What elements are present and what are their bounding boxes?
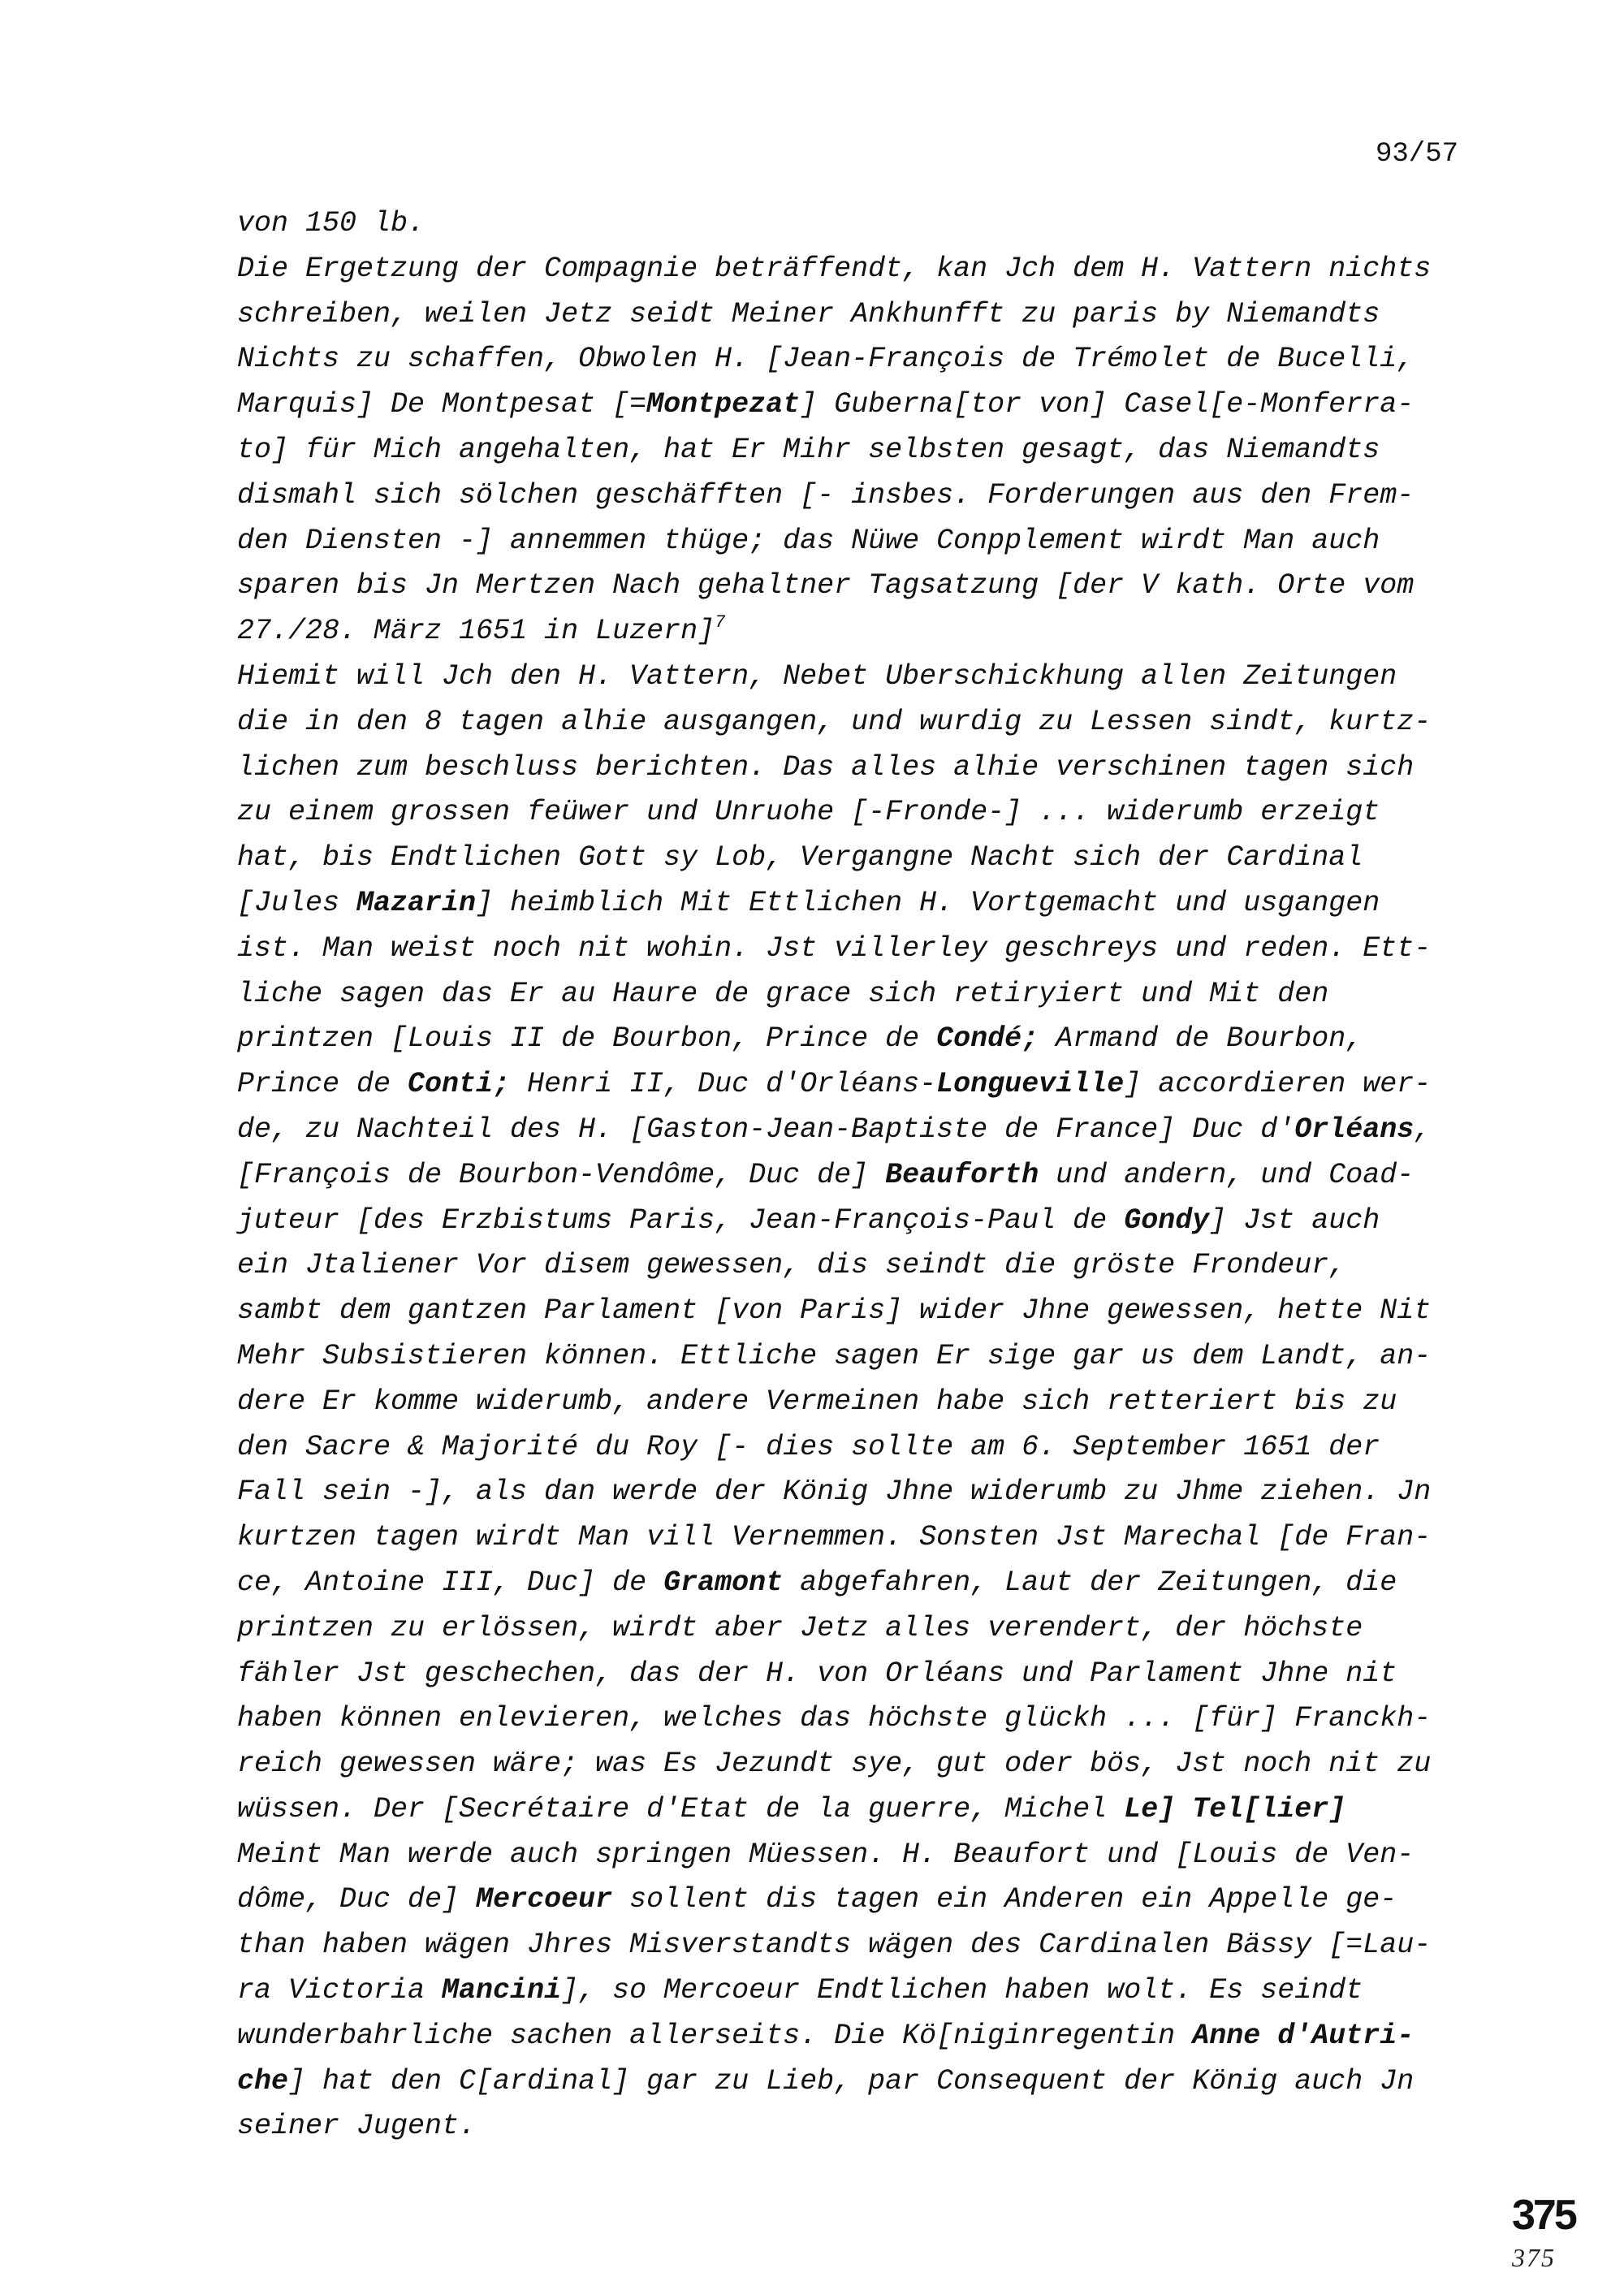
folio-stamp: 375	[1512, 2192, 1575, 2239]
text-line: Die Ergetzung der Compagnie beträffendt, kan Jch dem H. Vattern nichts	[237, 252, 1432, 285]
text-line: Fall sein -], als dan werde der König Jhne widerumb zu Jhme ziehen. Jn	[237, 1476, 1432, 1509]
text-line: sparen bis Jn Mertzen Nach gehaltner Tagsatzung [der V kath. Orte vom	[237, 569, 1415, 603]
text-line: schreiben, weilen Jetz seidt Meiner Ankhunfft zu paris by Niemandts	[237, 297, 1380, 331]
footnote-mark: 7	[715, 612, 726, 633]
text-line: den Sacre & Majorité du Roy [- dies sollte am 6. September 1651 der	[237, 1430, 1380, 1463]
text-line: liche sagen das Er au Haure de grace sich retiryiert und Mit den	[237, 977, 1329, 1010]
text-line: zu einem grossen feüwer und Unruohe [-Fronde-] ... widerumb erzeigt	[237, 796, 1380, 829]
text-line: dismahl sich sölchen geschäfften [- insbes. Forderungen aus den Frem-	[237, 478, 1415, 512]
text-line: [François de Bourbon-Vendôme, Duc de] Beauforth und andern, und Coad-	[237, 1158, 1415, 1191]
bold-name: Condé;	[936, 1022, 1039, 1056]
text-line: printzen [Louis II de Bourbon, Prince de Condé; Armand de Bourbon,	[237, 1022, 1363, 1056]
text-line: von 150 lb.	[237, 207, 425, 240]
bold-name: Mercoeur	[476, 1883, 613, 1916]
bold-name: Mancini	[442, 1974, 562, 2007]
text-line: Nichts zu schaffen, Obwolen H. [Jean-François de Trémolet de Bucelli,	[237, 343, 1415, 376]
text-line: reich gewessen wäre; was Es Jezundt sye, gut oder bös, Jst noch nit zu	[237, 1748, 1432, 1781]
text-line: [Jules Mazarin] heimblich Mit Ettlichen H. Vortgemacht und usgangen	[237, 886, 1380, 919]
text-line: Marquis] De Montpesat [=Montpezat] Guberna[tor von] Casel[e-Monferra-	[237, 388, 1415, 421]
bold-name: Anne d'Autri-	[1192, 2019, 1415, 2052]
bold-name: Montpezat	[646, 388, 801, 421]
text-line: ein Jtaliener Vor disem gewessen, dis seindt die gröste Frondeur,	[237, 1249, 1346, 1282]
letter-body	[237, 201, 1504, 2150]
text-line: Prince de Conti; Henri II, Duc d'Orléans-Longueville] accordieren wer-	[237, 1068, 1432, 1101]
bold-name: Beauforth	[885, 1158, 1039, 1191]
bold-name: Longueville	[936, 1068, 1125, 1101]
text-line: den Diensten -] annemmen thüge; das Nüwe Conpplement wirdt Man auch	[237, 524, 1380, 557]
text-line: ra Victoria Mancini], so Mercoeur Endtlichen haben wolt. Es seindt	[237, 1974, 1363, 2007]
text-line: ce, Antoine III, Duc] de Gramont abgefahren, Laut der Zeitungen, die	[237, 1566, 1397, 1599]
pencil-folio-note: 375	[1512, 2243, 1556, 2272]
text-line: Mehr Subsistieren können. Ettliche sagen Er sige gar us dem Landt, an-	[237, 1339, 1432, 1372]
text-line: sambt dem gantzen Parlament [von Paris] wider Jhne gewessen, hette Nit	[237, 1294, 1432, 1328]
bold-name: Mazarin	[356, 886, 477, 919]
text-line: hat, bis Endtlichen Gott sy Lob, Vergangne Nacht sich der Cardinal	[237, 841, 1363, 875]
bold-name: Gramont	[663, 1566, 784, 1599]
text-line: dôme, Duc de] Mercoeur sollent dis tagen ein Anderen ein Appelle ge-	[237, 1883, 1397, 1916]
text-line: seiner Jugent.	[237, 2110, 477, 2143]
text-line: 27./28. März 1651 in Luzern]$^7$	[237, 612, 726, 648]
text-line: lichen zum beschluss berichten. Das alles alhie verschinen tagen sich	[237, 750, 1415, 784]
text-line: haben können enlevieren, welches das höchste glückh ... [für] Franckh-	[237, 1702, 1432, 1735]
text-line: Meint Man werde auch springen Müessen. H. Beaufort und [Louis de Ven-	[237, 1838, 1415, 1871]
text-line: ist. Man weist noch nit wohin. Jst villerley geschreys und reden. Ett-	[237, 931, 1432, 965]
text-line: Hiemit will Jch den H. Vattern, Nebet Uberschickhung allen Zeitungen	[237, 659, 1397, 693]
bold-name: Gondy	[1124, 1203, 1210, 1237]
text-line: to] für Mich angehalten, hat Er Mihr selbsten gesagt, das Niemandts	[237, 433, 1380, 466]
text-line: che] hat den C[ardinal] gar zu Lieb, par Consequent der König auch Jn	[237, 2064, 1415, 2098]
bold-name: che	[237, 2064, 289, 2098]
bold-name: Conti;	[408, 1068, 511, 1101]
text-line: kurtzen tagen wirdt Man vill Vernemmen. Sonsten Jst Marechal [de Fran-	[237, 1521, 1432, 1554]
text-line: de, zu Nachteil des H. [Gaston-Jean-Baptiste de France] Duc d'Orléans,	[237, 1113, 1432, 1146]
text-line: juteur [des Erzbistums Paris, Jean-François-Paul de Gondy] Jst auch	[237, 1203, 1380, 1237]
bold-name: Orléans	[1294, 1113, 1415, 1146]
text-line: fähler Jst geschechen, das der H. von Orléans und Parlament Jhne nit	[237, 1657, 1397, 1690]
text-line: wüssen. Der [Secrétaire d'Etat de la guerre, Michel Le] Tel[lier]	[237, 1792, 1346, 1826]
page-number: 93/57	[1376, 139, 1459, 170]
text-line: wunderbahrliche sachen allerseits. Die Kö[niginregentin Anne d'Autri-	[237, 2019, 1415, 2052]
text-line: printzen zu erlössen, wirdt aber Jetz alles verendert, der höchste	[237, 1611, 1363, 1644]
text-line: dere Er komme widerumb, andere Vermeinen habe sich retteriert bis zu	[237, 1385, 1397, 1418]
text-line: die in den 8 tagen alhie ausgangen, und wurdig zu Lessen sindt, kurtz-	[237, 705, 1432, 738]
text-line: than haben wägen Jhres Misverstandts wägen des Cardinalen Bässy [=Lau-	[237, 1929, 1432, 1962]
bold-name: Le] Tel[lier]	[1124, 1792, 1346, 1826]
